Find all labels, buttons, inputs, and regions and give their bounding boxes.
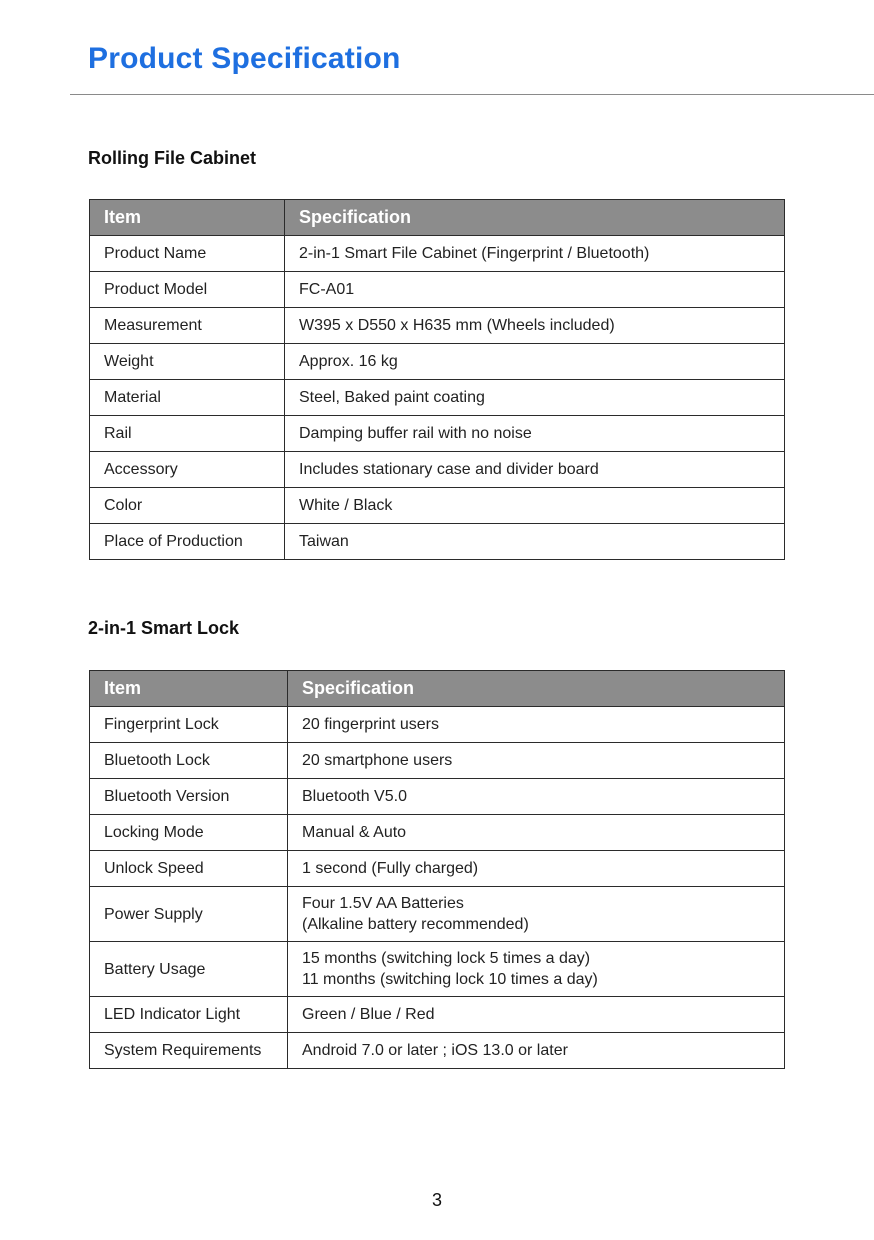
column-header-specification: Specification: [285, 200, 785, 236]
spec-cell: 1 second (Fully charged): [288, 851, 785, 887]
item-cell: System Requirements: [90, 1033, 288, 1069]
spec-cell: W395 x D550 x H635 mm (Wheels included): [285, 308, 785, 344]
spec-cell: White / Black: [285, 488, 785, 524]
table-header-row: [90, 200, 785, 236]
spec-cell: Bluetooth V5.0: [288, 779, 785, 815]
table-row: [90, 236, 785, 272]
item-cell: Bluetooth Lock: [90, 743, 288, 779]
title-divider: [70, 94, 874, 95]
cabinet-spec-table: [89, 199, 785, 560]
spec-line: Four 1.5V AA Batteries: [302, 895, 464, 912]
table-row: [90, 743, 785, 779]
item-cell: LED Indicator Light: [90, 997, 288, 1033]
item-cell: Material: [90, 380, 285, 416]
table-row: [90, 488, 785, 524]
column-header-item: Item: [90, 200, 285, 236]
column-header-item: Item: [90, 671, 288, 707]
spec-cell: FC-A01: [285, 272, 785, 308]
section-heading-cabinet: Rolling File Cabinet: [88, 148, 257, 168]
page-title: Product Specification: [88, 42, 401, 75]
spec-cell: [288, 887, 785, 942]
table-row: [90, 308, 785, 344]
spec-cell: Approx. 16 kg: [285, 344, 785, 380]
table-row: [90, 997, 785, 1033]
smart-lock-spec-table: [89, 670, 785, 1069]
item-cell: Measurement: [90, 308, 285, 344]
spec-cell: 2-in-1 Smart File Cabinet (Fingerprint / Bluetooth): [285, 236, 785, 272]
item-cell: Color: [90, 488, 285, 524]
item-cell: Place of Production: [90, 524, 285, 560]
item-cell: Product Model: [90, 272, 285, 308]
table-row: [90, 1033, 785, 1069]
item-cell: Unlock Speed: [90, 851, 288, 887]
spec-line: 11 months (switching lock 10 times a day): [302, 971, 598, 988]
spec-cell: Damping buffer rail with no noise: [285, 416, 785, 452]
item-cell: Fingerprint Lock: [90, 707, 288, 743]
table-row: [90, 779, 785, 815]
table-row: [90, 707, 785, 743]
spec-line: (Alkaline battery recommended): [302, 916, 529, 933]
table-row: [90, 942, 785, 997]
table-row: [90, 380, 785, 416]
page-number: 3: [431, 1190, 442, 1210]
table-row: [90, 851, 785, 887]
item-cell: Locking Mode: [90, 815, 288, 851]
item-cell: Power Supply: [90, 887, 288, 942]
spec-cell: Android 7.0 or later ; iOS 13.0 or later: [288, 1033, 785, 1069]
spec-line: 15 months (switching lock 5 times a day): [302, 950, 591, 967]
spec-cell: Steel, Baked paint coating: [285, 380, 785, 416]
column-header-specification: Specification: [288, 671, 785, 707]
spec-cell: Taiwan: [285, 524, 785, 560]
item-cell: Battery Usage: [90, 942, 288, 997]
spec-cell: 20 fingerprint users: [288, 707, 785, 743]
item-cell: Accessory: [90, 452, 285, 488]
item-cell: Bluetooth Version: [90, 779, 288, 815]
item-cell: Product Name: [90, 236, 285, 272]
section-heading-smart-lock: 2-in-1 Smart Lock: [88, 618, 240, 638]
spec-cell: [288, 942, 785, 997]
table-row: [90, 344, 785, 380]
item-cell: Weight: [90, 344, 285, 380]
spec-cell: 20 smartphone users: [288, 743, 785, 779]
table-row: [90, 272, 785, 308]
table-row: [90, 815, 785, 851]
table-row: [90, 887, 785, 942]
table-row: [90, 416, 785, 452]
item-cell: Rail: [90, 416, 285, 452]
table-row: [90, 524, 785, 560]
spec-cell: Green / Blue / Red: [288, 997, 785, 1033]
spec-cell: Includes stationary case and divider board: [285, 452, 785, 488]
table-row: [90, 452, 785, 488]
table-header-row: [90, 671, 785, 707]
spec-cell: Manual & Auto: [288, 815, 785, 851]
